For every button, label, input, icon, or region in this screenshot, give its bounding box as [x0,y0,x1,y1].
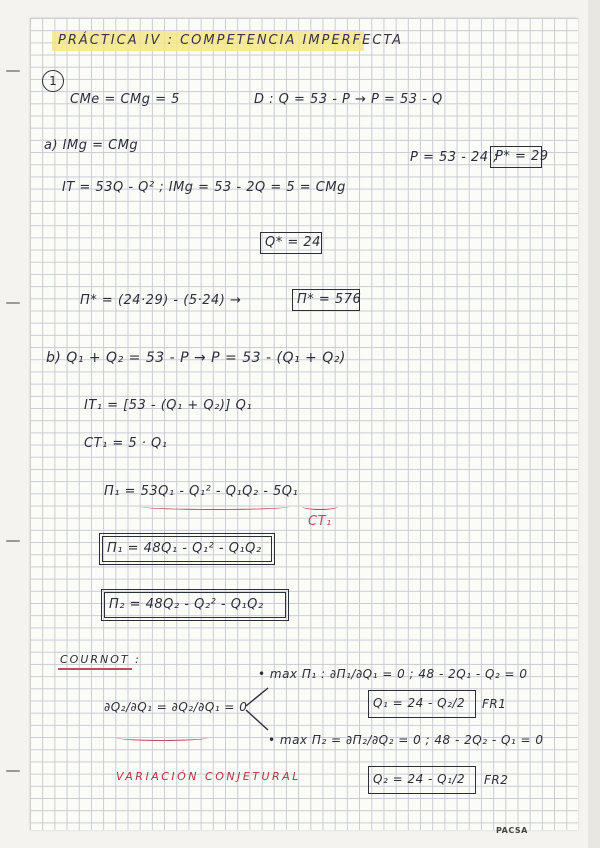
part-a-condition: a) IMg = CMg [44,138,139,153]
price-result: P* = 29 [495,149,549,164]
reaction-function-1-box [368,690,476,718]
max-profit-1: • max Π₁ : ∂Π₁/∂Q₁ = 0 ; 48 - 2Q₁ - Q₂ = 0 [258,667,528,681]
exercise-number: 1 [42,70,64,92]
part-b-demand: b) Q₁ + Q₂ = 53 - P → P = 53 - (Q₁ + Q₂) [46,350,346,366]
demand-equation: D : Q = 53 - P → P = 53 - Q [254,92,443,107]
reaction-function-2: Q₂ = 24 - Q₁/2 [373,772,466,786]
profit-firm-1-expanded: Π₁ = 53Q₁ - Q₁² - Q₁Q₂ - 5Q₁ [104,484,299,499]
revenue-mr-equation: IT = 53Q - Q² ; IMg = 53 - 2Q = 5 = CMg [62,180,346,195]
page-title: PRÁCTICA IV : COMPETENCIA IMPERFECTA [58,33,404,48]
brand-logo: PACSA [496,826,528,835]
reaction-function-2-box [368,766,476,794]
conjectural-variation-equation: ∂Q₂/∂Q₁ = ∂Q₂/∂Q₁ = 0 [104,700,248,714]
profit-calc: Π* = (24·29) - (5·24) → [80,293,242,308]
cost-firm-1: CT₁ = 5 · Q₁ [84,436,168,451]
reaction-function-1: Q₁ = 24 - Q₂/2 [373,696,466,710]
given-costs: CMe = CMg = 5 [70,92,180,107]
conjectural-variation-label: VARIACIÓN CONJETURAL [116,770,301,783]
cournot-heading: COURNOT : [60,653,141,666]
max-profit-2: • max Π₂ = ∂Π₂/∂Q₂ = 0 ; 48 - 2Q₂ - Q₁ = 0 [268,733,544,747]
profit-firm-1: Π₁ = 48Q₁ - Q₁² - Q₁Q₂ [107,541,262,556]
branch-line-down [246,710,268,730]
revenue-firm-1: IT₁ = [53 - (Q₁ + Q₂)] Q₁ [84,398,253,413]
cost-label: CT₁ [308,514,332,529]
quantity-result: Q* = 24 [265,235,321,250]
reaction-function-1-label: FR1 [482,697,507,711]
branch-line-up [246,688,268,706]
price-calc: P = 53 - 24 ; [410,150,499,165]
profit-result: Π* = 576 [297,292,362,307]
reaction-function-2-label: FR2 [484,773,509,787]
profit-firm-2: Π₂ = 48Q₂ - Q₂² - Q₁Q₂ [109,597,264,612]
